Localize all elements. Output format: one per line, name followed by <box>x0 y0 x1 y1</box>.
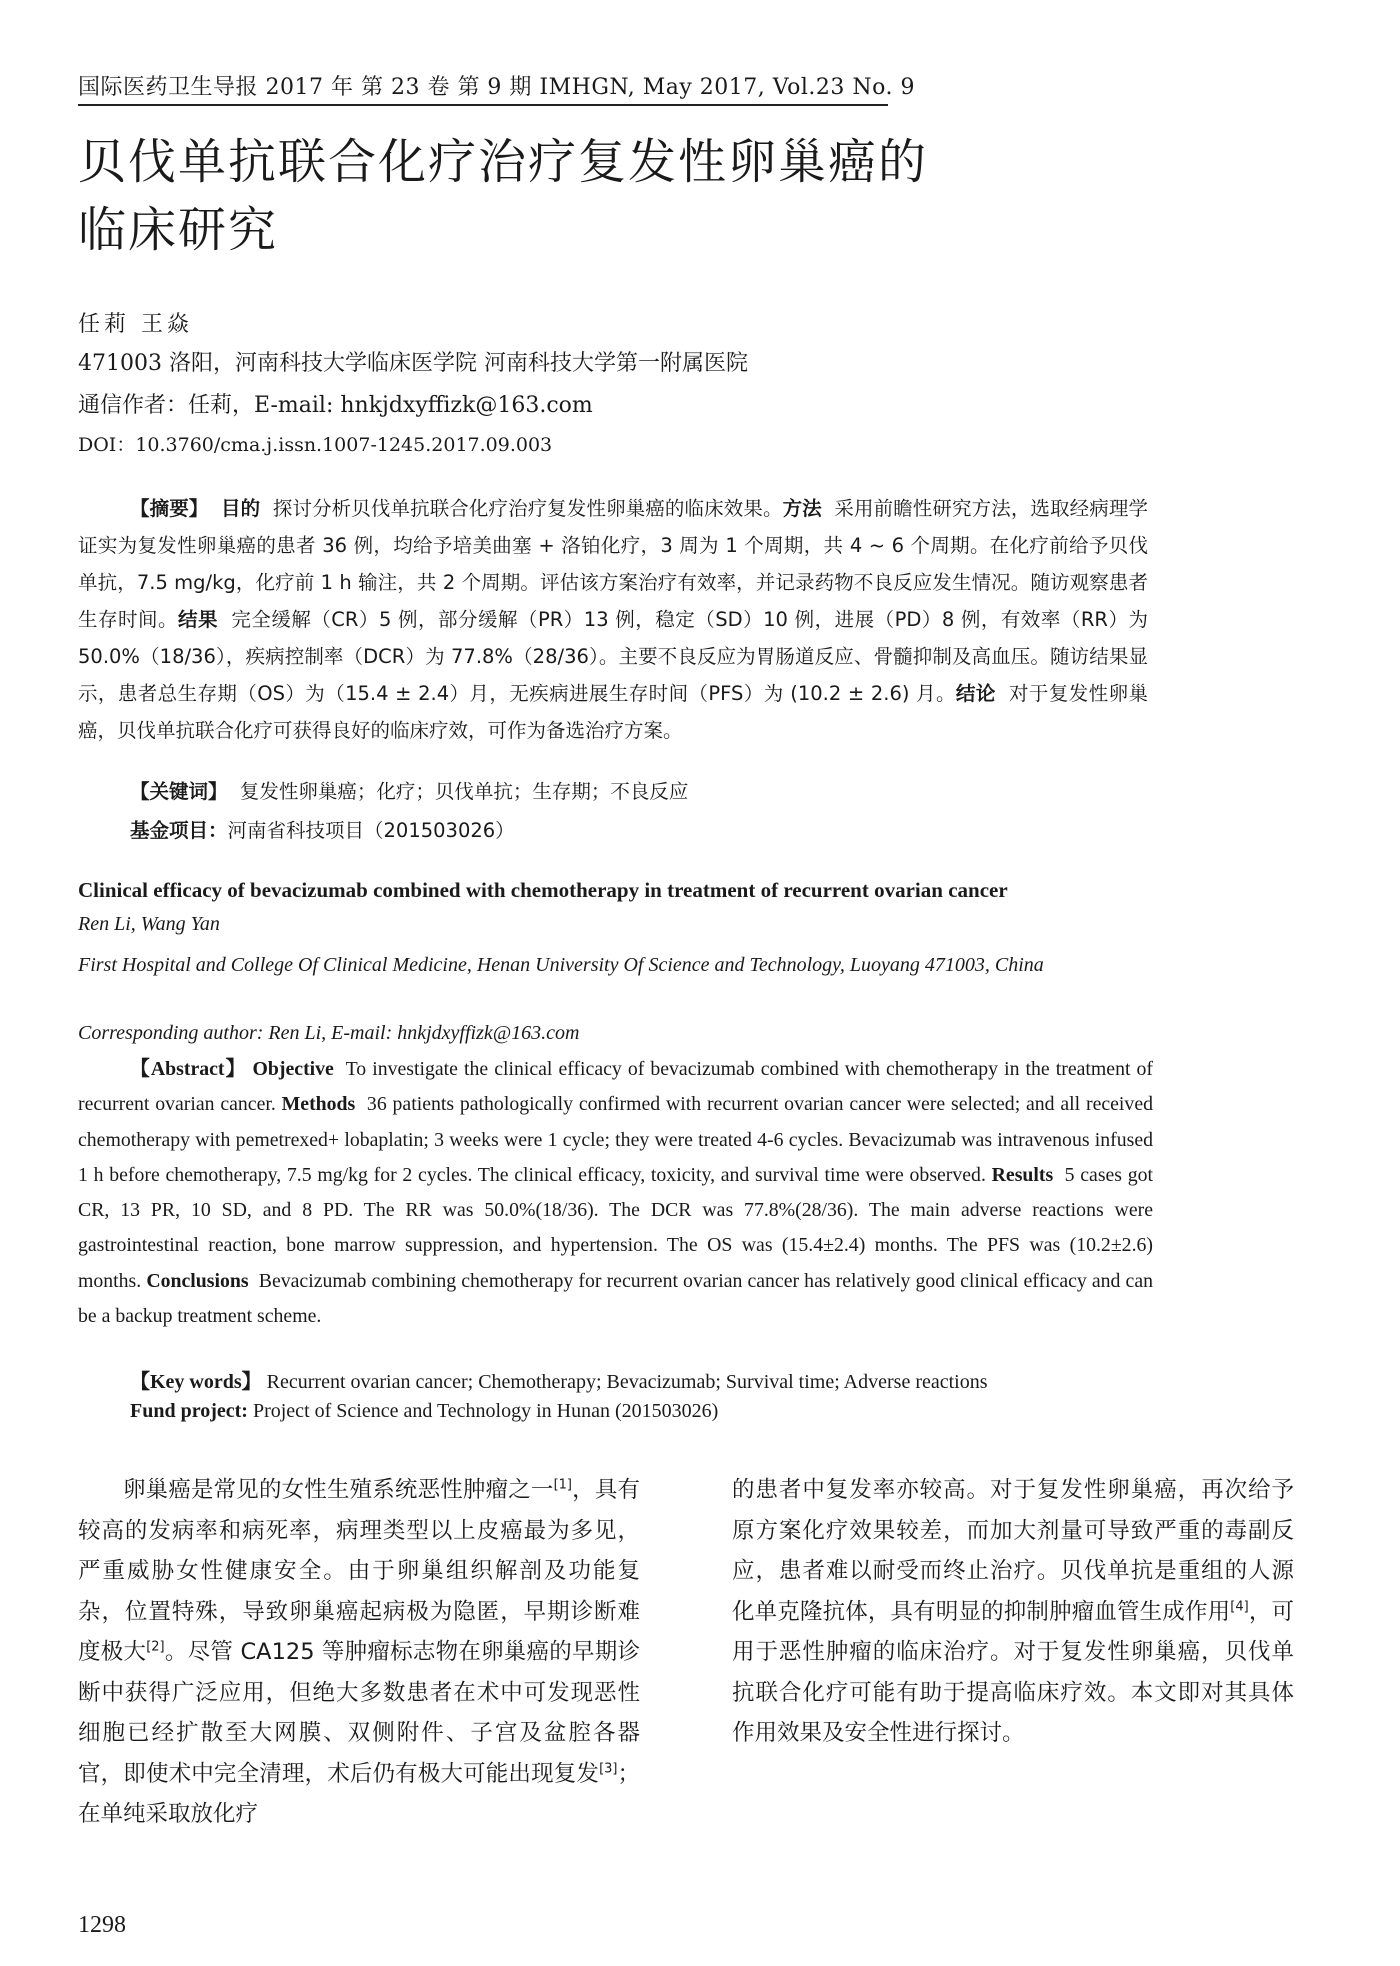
body-text: 。尽管 CA125 等肿瘤标志物在卵巢癌的早期诊断中获得广泛应用，但绝大多数患者在术中可发现恶性细胞已经扩散至大网膜、双侧附件、子宫及盆腔各器官，即使术中完全清理，术后仍有极大可能出现复发 <box>78 1639 640 1787</box>
body-text: 卵巢癌是常见的女性生殖系统恶性肿瘤之一 <box>123 1477 554 1503</box>
methods-label-cn: 方法 <box>782 497 822 520</box>
results-label-en: Results <box>991 1163 1054 1186</box>
abstract-en <box>78 1052 1153 1334</box>
title-line-1: 贝伐单抗联合化疗治疗复发性卵巢癌的 <box>78 134 929 190</box>
keywords-label-cn: 【关键词】 <box>130 780 228 803</box>
conclusion-label-cn: 结论 <box>955 682 996 705</box>
body-text: ；在单纯采取放化疗 <box>78 1760 640 1827</box>
objective-label-cn: 目的 <box>221 497 261 520</box>
fund-text-en: Project of Science and Technology in Hunan (201503026) <box>252 1400 719 1422</box>
affiliation-cn: 471003 洛阳，河南科技大学临床医学院 河南科技大学第一附属医院 <box>78 351 748 376</box>
citation-ref: [2] <box>146 1639 165 1655</box>
fund-label-cn: 基金项目： <box>130 819 228 842</box>
affiliation-en: First Hospital and College Of Clinical Medicine, Henan University Of Science and Technology, Luoyang 471003, China <box>78 954 1044 976</box>
citation-ref: [1] <box>553 1477 572 1493</box>
abstract-label-cn: 【摘要】 <box>130 497 209 520</box>
keywords-cn <box>130 776 1130 804</box>
citation-ref: [4] <box>1230 1599 1249 1614</box>
doi: DOI：10.3760/cma.j.issn.1007-1245.2017.09.003 <box>78 434 553 456</box>
body-column-left <box>78 1470 640 1835</box>
objective-text-cn: 探讨分析贝伐单抗联合化疗治疗复发性卵巢癌的临床效果。 <box>272 497 783 520</box>
methods-text-cn: 采用前瞻性研究方法，选取经病理学证实为复发性卵巢癌的患者 36 例，均给予培美曲塞 + 洛铂化疗，3 周为 1 个周期，共 4 ~ 6 个周期。在化疗前给予贝伐单抗，7.5 mg/kg，化疗前 1 h 输注，共 2 个周期。评估该方案治疗有效率，并记录药物不良反应发生情况。随访观察患者生存时间。 <box>78 497 1148 631</box>
header-rule <box>78 104 888 106</box>
keywords-text-cn: 复发性卵巢癌；化疗；贝伐单抗；生存期；不良反应 <box>239 780 689 803</box>
fund-en <box>130 1400 1150 1423</box>
objective-label-en: Objective <box>252 1058 334 1080</box>
conclusions-text-en: Bevacizumab combining chemotherapy for recurrent ovarian cancer has relatively good clinical efficacy and can be a backup treatment scheme. <box>78 1269 1153 1328</box>
methods-label-en: Methods <box>281 1093 356 1116</box>
results-text-cn: 完全缓解（CR）5 例，部分缓解（PR）13 例，稳定（SD）10 例，进展（PD）8 例，有效率（RR）为 50.0%（18/36），疾病控制率（DCR）为 77.8%（28/36）。主要不良反应为胃肠道反应、骨髓抑制及高血压。随访结果显示，患者总生存期（OS）为（15.4 ± 2.4）月，无疾病进展生存时间（PFS）为 (10.2 ± 2.6) 月。 <box>78 608 1148 705</box>
body-text: ，具有较高的发病率和病死率，病理类型以上皮癌最为多见，严重威胁女性健康安全。由于卵巢组织解剖及功能复杂，位置特殊，导致卵巢癌起病极为隐匿，早期诊断难度极大 <box>78 1477 640 1665</box>
citation-ref: [3] <box>599 1761 618 1776</box>
article-title-en: Clinical efficacy of bevacizumab combined with chemotherapy in treatment of recurrent ovarian cancer <box>78 878 1008 902</box>
body-text: ，可用于恶性肿瘤的临床治疗。对于复发性卵巢癌，贝伐单抗联合化疗可能有助于提高临床疗效。本文即对其具体作用效果及安全性进行探讨。 <box>732 1598 1294 1746</box>
fund-text-cn: 河南省科技项目（201503026） <box>227 819 515 842</box>
objective-text-en: To investigate the clinical efficacy of bevacizumab combined with chemotherapy in the treatment of recurrent ovarian cancer. <box>78 1058 1153 1116</box>
keywords-label-en: 【Key words】 <box>130 1371 262 1393</box>
corresponding-author-en: Corresponding author: Ren Li, E-mail: hnkjdxyffizk@163.com <box>78 1022 580 1044</box>
methods-text-en: 36 patients pathologically confirmed with recurrent ovarian cancer were selected; and all received chemotherapy with pemetrexed+ lobaplatin; 3 weeks were 1 cycle; they were treated 4-6 cycles. Bevacizumab was intravenous infused 1 h before chemotherapy, 7.5 mg/kg for 2 cycles. The clinical efficacy, toxicity, and survival time were observed. <box>78 1093 1153 1186</box>
body-paragraph-1 <box>78 1470 640 1835</box>
authors-cn: 任莉 王焱 <box>78 312 193 337</box>
body-text: 的患者中复发率亦较高。对于复发性卵巢癌，再次给予原方案化疗效果较差，而加大剂量可导致严重的毒副反应，患者难以耐受而终止治疗。贝伐单抗是重组的人源化单克隆抗体，具有明显的抑制肿瘤血管生成作用 <box>732 1477 1294 1625</box>
results-label-cn: 结果 <box>177 608 218 631</box>
fund-label-en: Fund project: <box>130 1400 248 1422</box>
keywords-en <box>130 1365 1150 1394</box>
body-paragraph-1-cont <box>732 1470 1294 1754</box>
article-title-cn <box>78 128 1078 264</box>
results-text-en: 5 cases got CR, 13 PR, 10 SD, and 8 PD. The RR was 50.0%(18/36). The DCR was 77.8%(28/36). The main adverse reactions were gastrointestinal reaction, bone marrow suppression, and hypertension. The OS was (15.4±2.4) months. The PFS was (10.2±2.6) months. <box>78 1163 1153 1292</box>
corresponding-author-cn: 通信作者：任莉，E-mail: hnkjdxyffizk@163.com <box>78 393 593 418</box>
title-line-2: 临床研究 <box>78 202 279 258</box>
body-column-right <box>732 1470 1294 1754</box>
fund-cn <box>130 815 1130 843</box>
keywords-text-en: Recurrent ovarian cancer; Chemotherapy; Bevacizumab; Survival time; Adverse reactions <box>266 1371 988 1393</box>
authors-en: Ren Li, Wang Yan <box>78 913 220 935</box>
conclusion-text-cn: 对于复发性卵巢癌，贝伐单抗联合化疗可获得良好的临床疗效，可作为备选治疗方案。 <box>78 682 1148 742</box>
abstract-label-en: 【Abstract】 <box>130 1058 247 1080</box>
page-number: 1298 <box>78 1912 126 1938</box>
running-header: 国际医药卫生导报 2017 年 第 23 卷 第 9 期 IMHGN, May 2017, Vol.23 No. 9 <box>78 75 915 100</box>
conclusions-label-en: Conclusions <box>146 1269 249 1292</box>
abstract-cn <box>78 490 1148 749</box>
